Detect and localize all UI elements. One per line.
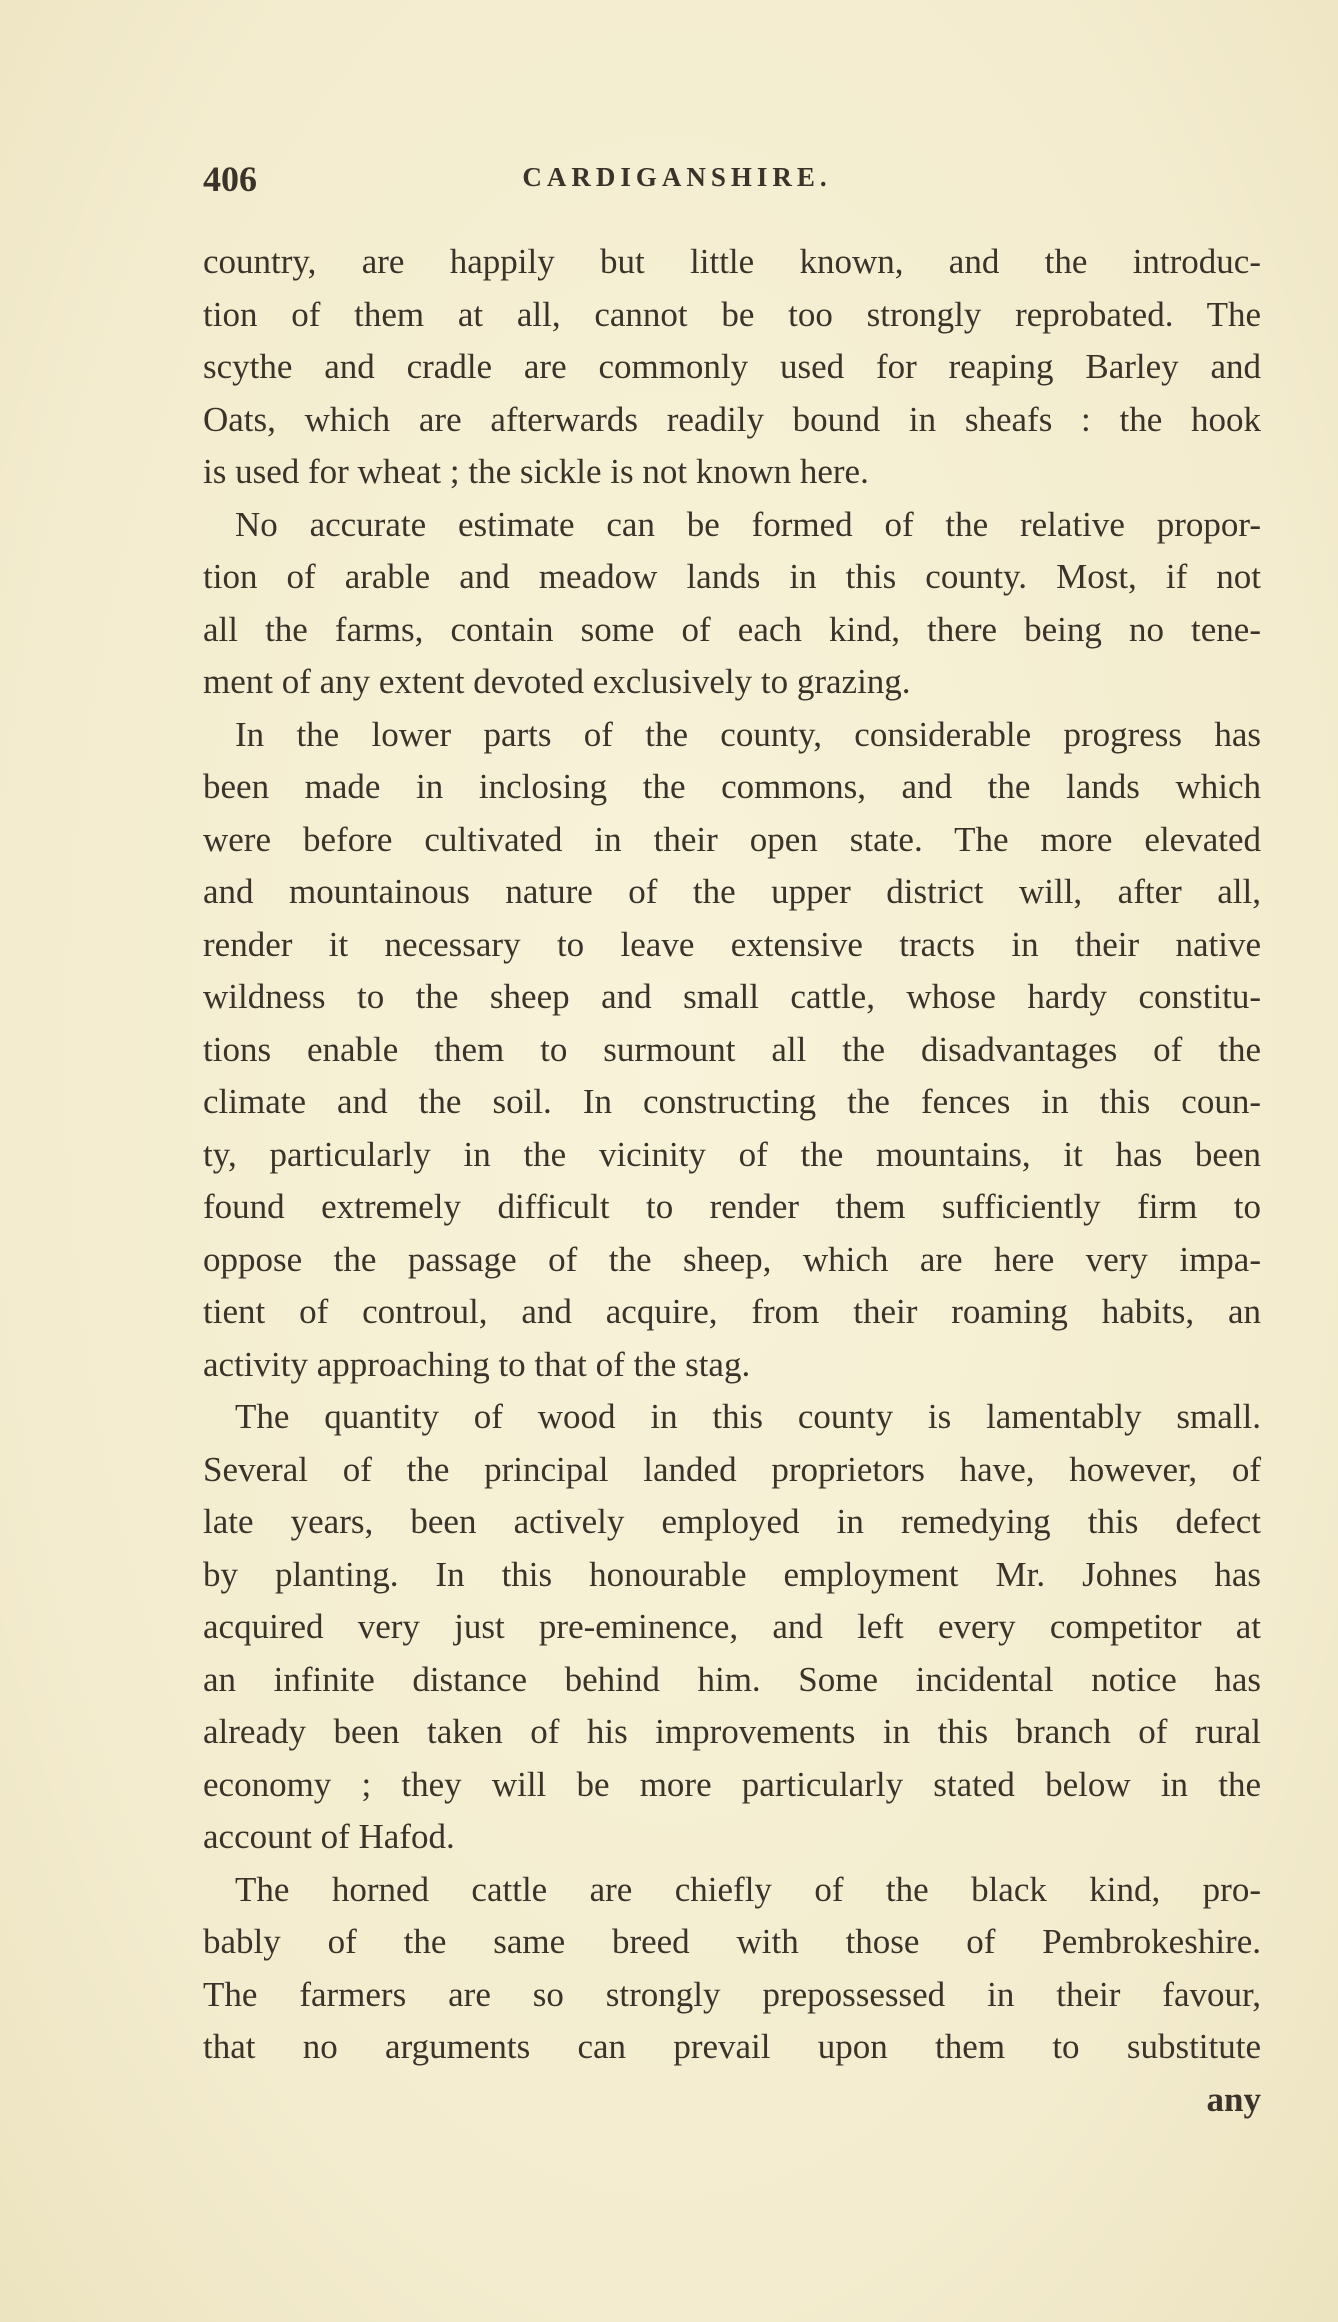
text-line: Several of the principal landed proprietors have, however, of [203,1449,1261,1489]
text-line: account of Hafod. [203,1817,455,1856]
text-line: tions enable them to surmount all the disadvantages of the [203,1029,1261,1069]
text-line: The quantity of wood in this county is lamentably small. [235,1397,1261,1436]
text-line: economy ; they will be more particularly stated below in the [203,1764,1261,1804]
text-line: country, are happily but little known, and the introduc- [203,242,1261,281]
text-line: an infinite distance behind him. Some incidental notice has [203,1659,1261,1699]
text-line: is used for wheat ; the sickle is not known here. [203,452,869,491]
text-line: tient of controul, and acquire, from their roaming habits, an [203,1292,1261,1331]
text-line: acquired very just pre-eminence, and left every competitor at [203,1607,1261,1646]
page-header [203,158,1261,202]
text-line: In the lower parts of the county, considerable progress has [235,714,1261,754]
text-line: oppose the passage of the sheep, which are here very impa- [203,1239,1261,1279]
text-line: The farmers are so strongly prepossessed in their favour, [203,1974,1261,2014]
text-line: and mountainous nature of the upper district will, after all, [203,872,1261,911]
body-text [203,236,1261,2126]
text-line: Oats, which are afterwards readily bound in sheafs : the hook [203,399,1261,439]
running-title: CARDIGANSHIRE. [522,162,832,192]
text-line: render it necessary to leave extensive tracts in their native [203,924,1261,964]
text-line: that no arguments can prevail upon them to substitute [203,2027,1261,2066]
text-line: all the farms, contain some of each kind, there being no tene- [203,609,1261,649]
page-number: 406 [203,159,257,199]
text-line: found extremely difficult to render them sufficiently firm to [203,1187,1261,1226]
text-line: scythe and cradle are commonly used for reaping Barley and [203,347,1261,386]
text-line: ment of any extent devoted exclusively to grazing. [203,662,911,701]
text-line: late years, been actively employed in remedying this defect [203,1502,1261,1541]
text-line: climate and the soil. In constructing the fences in this coun- [203,1082,1261,1121]
text-line: wildness to the sheep and small cattle, whose hardy constitu- [203,977,1261,1016]
text-line: been made in inclosing the commons, and the lands which [203,767,1261,806]
catchword: any [1206,2079,1261,2119]
text-line: No accurate estimate can be formed of the relative propor- [235,504,1261,544]
text-line: tion of arable and meadow lands in this county. Most, if not [203,557,1261,596]
text-line: already been taken of his improvements in this branch of rural [203,1712,1261,1751]
text-line: ty, particularly in the vicinity of the mountains, it has been [203,1134,1261,1174]
text-line: The horned cattle are chiefly of the black kind, pro- [235,1869,1261,1909]
text-line: tion of them at all, cannot be too strongly reprobated. The [203,294,1261,334]
text-line: activity approaching to that of the stag. [203,1344,751,1384]
text-line: were before cultivated in their open state. The more elevated [203,819,1261,859]
text-line: bably of the same breed with those of Pembrokeshire. [203,1922,1261,1961]
text-line: by planting. In this honourable employment Mr. Johnes has [203,1554,1261,1594]
